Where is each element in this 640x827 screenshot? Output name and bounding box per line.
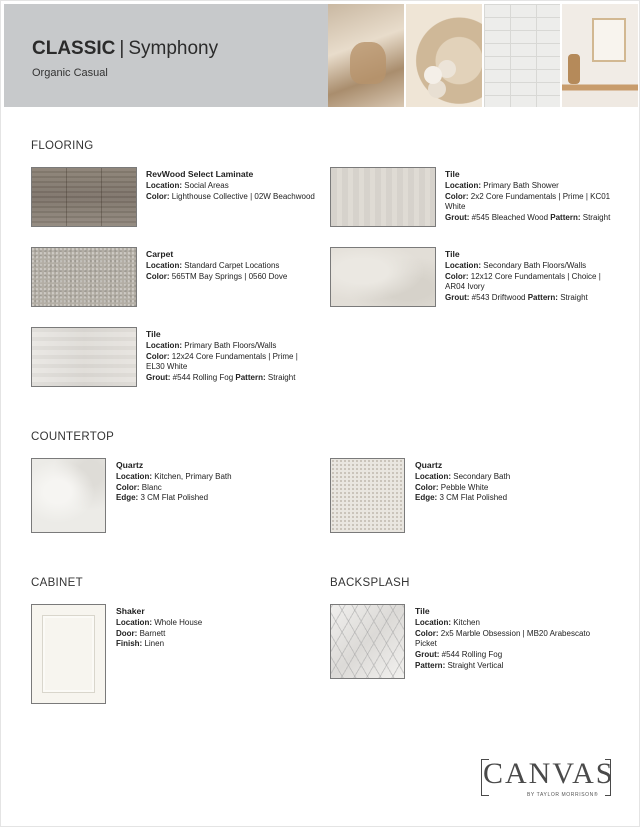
color-value: 2x2 Core Fundamentals | Prime | KC01 White [445, 191, 611, 212]
swatch-quartz-blanc [31, 458, 106, 533]
edge-value: 3 CM Flat Polished [439, 493, 508, 503]
swatch-tile-shower [330, 167, 436, 227]
info-quartz-blanc [116, 460, 306, 504]
grout-value: #545 Bleached Wood [471, 213, 549, 223]
item-name: Carpet [146, 249, 174, 259]
finish-line: Finish: Linen [116, 639, 165, 649]
location-value: Secondary Bath [453, 471, 511, 481]
grout-pattern-line: Grout: #545 Bleached Wood Pattern: Straight [445, 213, 611, 223]
section-title-cabinet: CABINET [31, 577, 83, 589]
info-tile-shower [445, 169, 615, 224]
location-line: Location: Kitchen, Primary Bath [116, 471, 232, 481]
header-band [4, 4, 328, 107]
location-line: Location: Secondary Bath [415, 471, 511, 481]
pattern-value: Straight [267, 373, 296, 383]
decor-photo-bowl [406, 4, 482, 107]
location-line: Location: Primary Bath Shower [445, 180, 559, 190]
location-line: Location: Whole House [116, 617, 203, 627]
location-value: Social Areas [184, 180, 229, 190]
info-carpet [146, 249, 316, 282]
edge-line: Edge: 3 CM Flat Polished [116, 493, 209, 503]
door-value: Barnett [139, 628, 166, 638]
door-line: Door: Barnett [116, 628, 166, 638]
info-laminate [146, 169, 316, 202]
section-title-flooring: FLOORING [31, 140, 94, 152]
info-backsplash [415, 606, 611, 672]
grout-value: #544 Rolling Fog [441, 650, 503, 660]
location-value: Primary Bath Floors/Walls [184, 340, 277, 350]
grout-line: Grout: #544 Rolling Fog [415, 650, 503, 660]
color-line: Color: 12x12 Core Fundamentals | Choice | AR04 Ivory [445, 271, 601, 292]
info-tile-secondary [445, 249, 615, 304]
swatch-cabinet-door [31, 604, 106, 704]
pattern-value: Straight [560, 293, 588, 303]
edge-value: 3 CM Flat Polished [140, 493, 209, 503]
logo-wordmark: CANVAS [483, 757, 615, 790]
location-line: Location: Standard Carpet Locations [146, 260, 280, 270]
color-line: Color: Blanc [116, 482, 162, 492]
location-line: Location: Kitchen [415, 617, 480, 627]
decor-photo-brick [484, 4, 560, 107]
location-value: Standard Carpet Locations [184, 260, 280, 270]
swatch-tile-primary [31, 327, 137, 387]
grout-value: #544 Rolling Fog [172, 373, 234, 383]
color-value: 2x5 Marble Obsession | MB20 Arabescato Picket [415, 628, 591, 649]
color-value: Blanc [141, 482, 162, 492]
item-name: Quartz [415, 460, 443, 470]
header-photos [328, 4, 638, 107]
title-separator: | [119, 38, 125, 59]
item-name: Quartz [116, 460, 144, 470]
pattern-line: Pattern: Straight Vertical [415, 660, 504, 670]
color-value: 565TM Bay Springs | 0560 Dove [171, 271, 288, 281]
info-tile-primary [146, 329, 316, 384]
location-line: Location: Social Areas [146, 180, 229, 190]
canvas-logo [481, 757, 615, 801]
header [4, 4, 638, 107]
pattern-value: Straight [582, 213, 611, 223]
location-value: Primary Bath Shower [483, 180, 559, 190]
grout-pattern-line: Grout: #544 Rolling Fog Pattern: Straight [146, 373, 296, 383]
location-line: Location: Secondary Bath Floors/Walls [445, 260, 587, 270]
location-value: Kitchen, Primary Bath [154, 471, 232, 481]
swatch-carpet [31, 247, 137, 307]
swatch-backsplash [330, 604, 405, 679]
info-quartz-pebble [415, 460, 605, 504]
grout-value: #543 Driftwood [471, 293, 526, 303]
color-value: Lighthouse Collective | 02W Beachwood [171, 191, 315, 201]
location-line: Location: Primary Bath Floors/Walls [146, 340, 277, 350]
color-line: Color: 2x2 Core Fundamentals | Prime | KC01 White [445, 191, 611, 212]
item-name: Tile [415, 606, 430, 616]
info-cabinet [116, 606, 306, 650]
item-name: RevWood Select Laminate [146, 169, 254, 179]
color-line: Color: 12x24 Core Fundamentals | Prime | EL30 White [146, 351, 298, 372]
swatch-quartz-pebble [330, 458, 405, 533]
edge-line: Edge: 3 CM Flat Polished [415, 493, 508, 503]
swatch-laminate [31, 167, 137, 227]
brand-name: CLASSIC [32, 38, 116, 59]
item-name: Tile [445, 169, 460, 179]
decor-photo-vase [328, 4, 404, 107]
section-title-backsplash: BACKSPLASH [330, 577, 410, 589]
grout-pattern-line: Grout: #543 Driftwood Pattern: Straight [445, 293, 588, 303]
color-line: Color: 565TM Bay Springs | 0560 Dove [146, 271, 288, 281]
swatch-tile-secondary [330, 247, 436, 307]
color-value: 12x24 Core Fundamentals | Prime | EL30 White [146, 351, 298, 372]
style-subtitle: Organic Casual [32, 67, 108, 79]
pattern-value: Straight Vertical [447, 660, 504, 670]
collection-name: Symphony [128, 38, 219, 59]
color-line: Color: Lighthouse Collective | 02W Beachwood [146, 191, 315, 201]
location-value: Secondary Bath Floors/Walls [483, 260, 587, 270]
decor-photo-shelf [562, 4, 638, 107]
color-value: Pebble White [440, 482, 489, 492]
section-title-countertop: COUNTERTOP [31, 431, 115, 443]
color-value: 12x12 Core Fundamentals | Choice | AR04 Ivory [445, 271, 601, 292]
color-line: Color: 2x5 Marble Obsession | MB20 Arabescato Picket [415, 628, 591, 649]
logo-bracket-right [605, 759, 611, 796]
item-name: Shaker [116, 606, 145, 616]
page-title [32, 38, 218, 60]
location-value: Kitchen [453, 617, 480, 627]
item-name: Tile [445, 249, 460, 259]
item-name: Tile [146, 329, 161, 339]
color-line: Color: Pebble White [415, 482, 489, 492]
location-value: Whole House [154, 617, 203, 627]
finish-value: Linen [144, 639, 165, 649]
logo-tagline: BY TAYLOR MORRISON® [527, 792, 599, 798]
